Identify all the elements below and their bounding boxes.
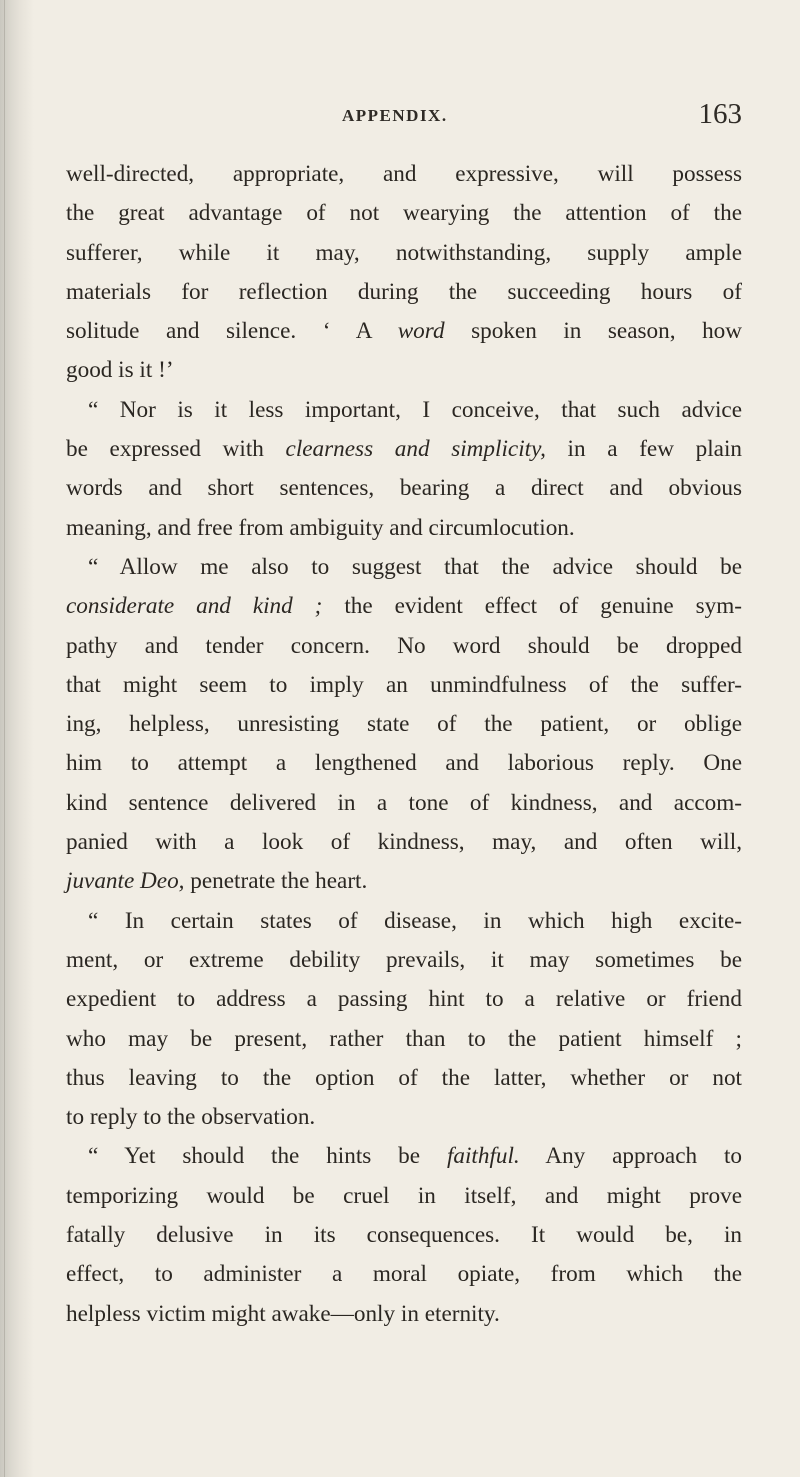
line-text: meaning, and free from ambiguity and circumlocution.	[66, 514, 575, 541]
text-line	[66, 627, 742, 666]
text-line	[66, 1059, 742, 1098]
line-text: fatally delusive in its consequences. It would be, in	[66, 1222, 742, 1249]
line-text: the evident effect of genuine sym-	[322, 593, 742, 620]
line-text: “ Yet should the hints be	[88, 1143, 447, 1170]
line-text: helpless victim might awake—only in eternity.	[66, 1300, 500, 1327]
text-line	[66, 587, 742, 626]
italic-text: word	[397, 318, 445, 345]
line-text: him to attempt a lengthened and laborious reply. One	[66, 750, 742, 777]
text-line	[66, 980, 742, 1019]
italic-text: faithful.	[446, 1143, 520, 1170]
line-text: temporizing would be cruel in itself, and might prove	[66, 1182, 742, 1209]
line-text: “ Allow me also to suggest that the advice should be	[88, 553, 742, 580]
line-text: solitude and silence. ‘ A	[66, 318, 398, 345]
line-text: who may be present, rather than to the patient himself ;	[66, 1025, 742, 1052]
text-line	[66, 784, 742, 823]
line-text: good is it !’	[66, 357, 174, 384]
text-line	[66, 823, 742, 862]
text-line	[66, 430, 742, 469]
line-text: penetrate the heart.	[184, 868, 368, 895]
page-header	[66, 98, 742, 138]
text-line	[66, 391, 742, 430]
line-text: be expressed with	[66, 436, 286, 463]
line-text: in a few plain	[545, 436, 742, 463]
text-line	[66, 548, 742, 587]
text-line	[66, 1098, 742, 1137]
italic-text: considerate and kind ;	[66, 593, 323, 620]
line-text: that might seem to imply an unmindfulness of the suffer-	[66, 671, 742, 698]
line-text: Any approach to	[519, 1143, 742, 1170]
text-line	[66, 744, 742, 783]
line-text: materials for reflection during the succeeding hours of	[66, 278, 742, 305]
text-line	[66, 194, 742, 233]
line-text: spoken in season, how	[444, 318, 743, 345]
line-text: panied with a look of kindness, may, and often will,	[66, 829, 742, 856]
text-line	[66, 312, 742, 351]
text-line	[66, 666, 742, 705]
text-line	[66, 234, 742, 273]
line-text: thus leaving to the option of the latter, whether or not	[66, 1064, 742, 1091]
line-text: “ In certain states of disease, in which high excite-	[88, 907, 742, 934]
line-text: ment, or extreme debility prevails, it may sometimes be	[66, 946, 742, 973]
running-head: APPENDIX.	[342, 106, 448, 125]
line-text: ing, helpless, unresisting state of the patient, or oblige	[66, 711, 742, 738]
text-line	[66, 1216, 742, 1255]
line-text: expedient to address a passing hint to a relative or friend	[66, 986, 742, 1013]
line-text: well-directed, appropriate, and expressive, will possess	[66, 161, 742, 187]
text-line	[66, 509, 742, 548]
text-line	[66, 705, 742, 744]
text-line	[66, 1295, 742, 1334]
binding-gutter	[0, 0, 34, 1477]
body-text	[66, 155, 742, 1334]
line-text: “ Nor is it less important, I conceive, that such advice	[88, 396, 742, 423]
text-line	[66, 1020, 742, 1059]
text-line	[66, 1137, 742, 1176]
text-line	[66, 1255, 742, 1294]
text-line	[66, 862, 742, 901]
text-line	[66, 941, 742, 980]
line-text: the great advantage of not wearying the attention of the	[66, 200, 742, 227]
text-line	[66, 351, 742, 390]
italic-text: clearness and simplicity,	[285, 436, 546, 463]
italic-text: juvante Deo,	[66, 868, 185, 895]
line-text: to reply to the observation.	[66, 1104, 316, 1131]
page-number: 163	[698, 98, 742, 130]
text-line	[66, 1177, 742, 1216]
line-text: sufferer, while it may, notwithstanding, supply ample	[66, 239, 742, 266]
text-line	[66, 902, 742, 941]
line-text: effect, to administer a moral opiate, from which the	[66, 1261, 742, 1288]
line-text: words and short sentences, bearing a direct and obvious	[66, 475, 742, 502]
text-line	[66, 155, 742, 194]
text-line	[66, 469, 742, 508]
text-line	[66, 273, 742, 312]
line-text: pathy and tender concern. No word should be dropped	[66, 632, 742, 659]
line-text: kind sentence delivered in a tone of kindness, and accom-	[66, 789, 742, 816]
gutter-edge-line	[4, 0, 5, 1477]
